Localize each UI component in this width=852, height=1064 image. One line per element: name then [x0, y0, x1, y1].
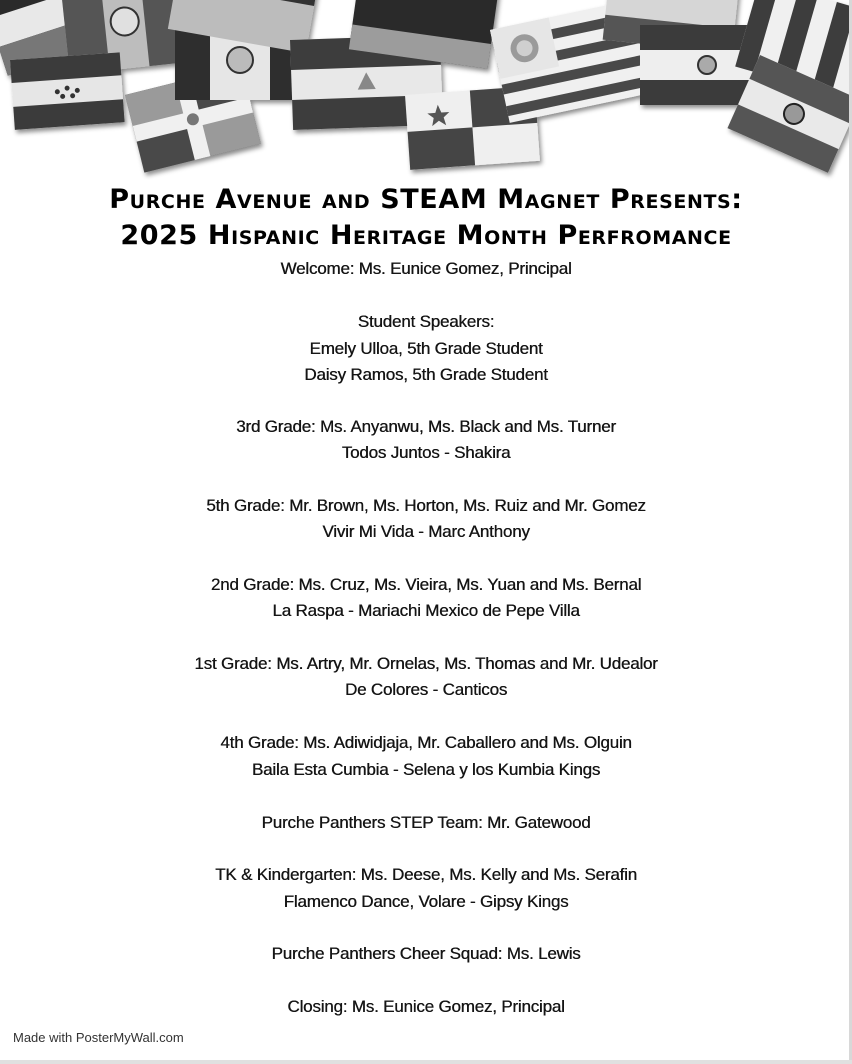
grade-2-song: La Raspa - Mariachi Mexico de Pepe Villa — [272, 601, 580, 620]
postermywall-credit: Made with PosterMyWall.com — [13, 1030, 184, 1045]
tk-kindergarten-teachers: TK & Kindergarten: Ms. Deese, Ms. Kelly and Ms. Serafin — [215, 865, 637, 884]
grade-1-teachers: 1st Grade: Ms. Artry, Mr. Ornelas, Ms. Thomas and Mr. Udealor — [194, 654, 658, 673]
grade-4-song: Baila Esta Cumbia - Selena y los Kumbia Kings — [251, 760, 601, 779]
grade-4-teachers: 4th Grade: Ms. Adiwidjaja, Mr. Caballero and Ms. Olguin — [220, 733, 632, 752]
grade-2-teachers: 2nd Grade: Ms. Cruz, Ms. Vieira, Ms. Yuan and Ms. Bernal — [210, 575, 642, 594]
grade-3-song: Todos Juntos - Shakira — [341, 443, 511, 462]
grade-5-song: Vivir Mi Vida - Marc Anthony — [322, 522, 530, 541]
step-team-line: Purche Panthers STEP Team: Mr. Gatewood — [261, 813, 591, 832]
grade-3-teachers: 3rd Grade: Ms. Anyanwu, Ms. Black and Ms. Turner — [236, 417, 616, 436]
tk-kindergarten-song: Flamenco Dance, Volare - Gipsy Kings — [283, 892, 569, 911]
cheer-squad-line: Purche Panthers Cheer Squad: Ms. Lewis — [271, 944, 581, 963]
poster-title-line-1: Purche Avenue and STEAM Magnet Presents: — [109, 184, 743, 215]
poster-title-line-2: 2025 Hispanic Heritage Month Perfromance — [120, 220, 732, 251]
grade-5-teachers: 5th Grade: Mr. Brown, Ms. Horton, Ms. Ruiz and Mr. Gomez — [206, 496, 646, 515]
flags-banner-image — [0, 0, 852, 190]
grade-1-song: De Colores - Canticos — [344, 680, 508, 699]
closing-line: Closing: Ms. Eunice Gomez, Principal — [287, 997, 565, 1016]
student-speaker-2: Daisy Ramos, 5th Grade Student — [304, 365, 548, 384]
page-bottom-border — [0, 1060, 852, 1064]
student-speaker-1: Emely Ulloa, 5th Grade Student — [309, 339, 543, 358]
student-speakers-heading: Student Speakers: — [357, 312, 495, 331]
welcome-line: Welcome: Ms. Eunice Gomez, Principal — [280, 259, 572, 278]
